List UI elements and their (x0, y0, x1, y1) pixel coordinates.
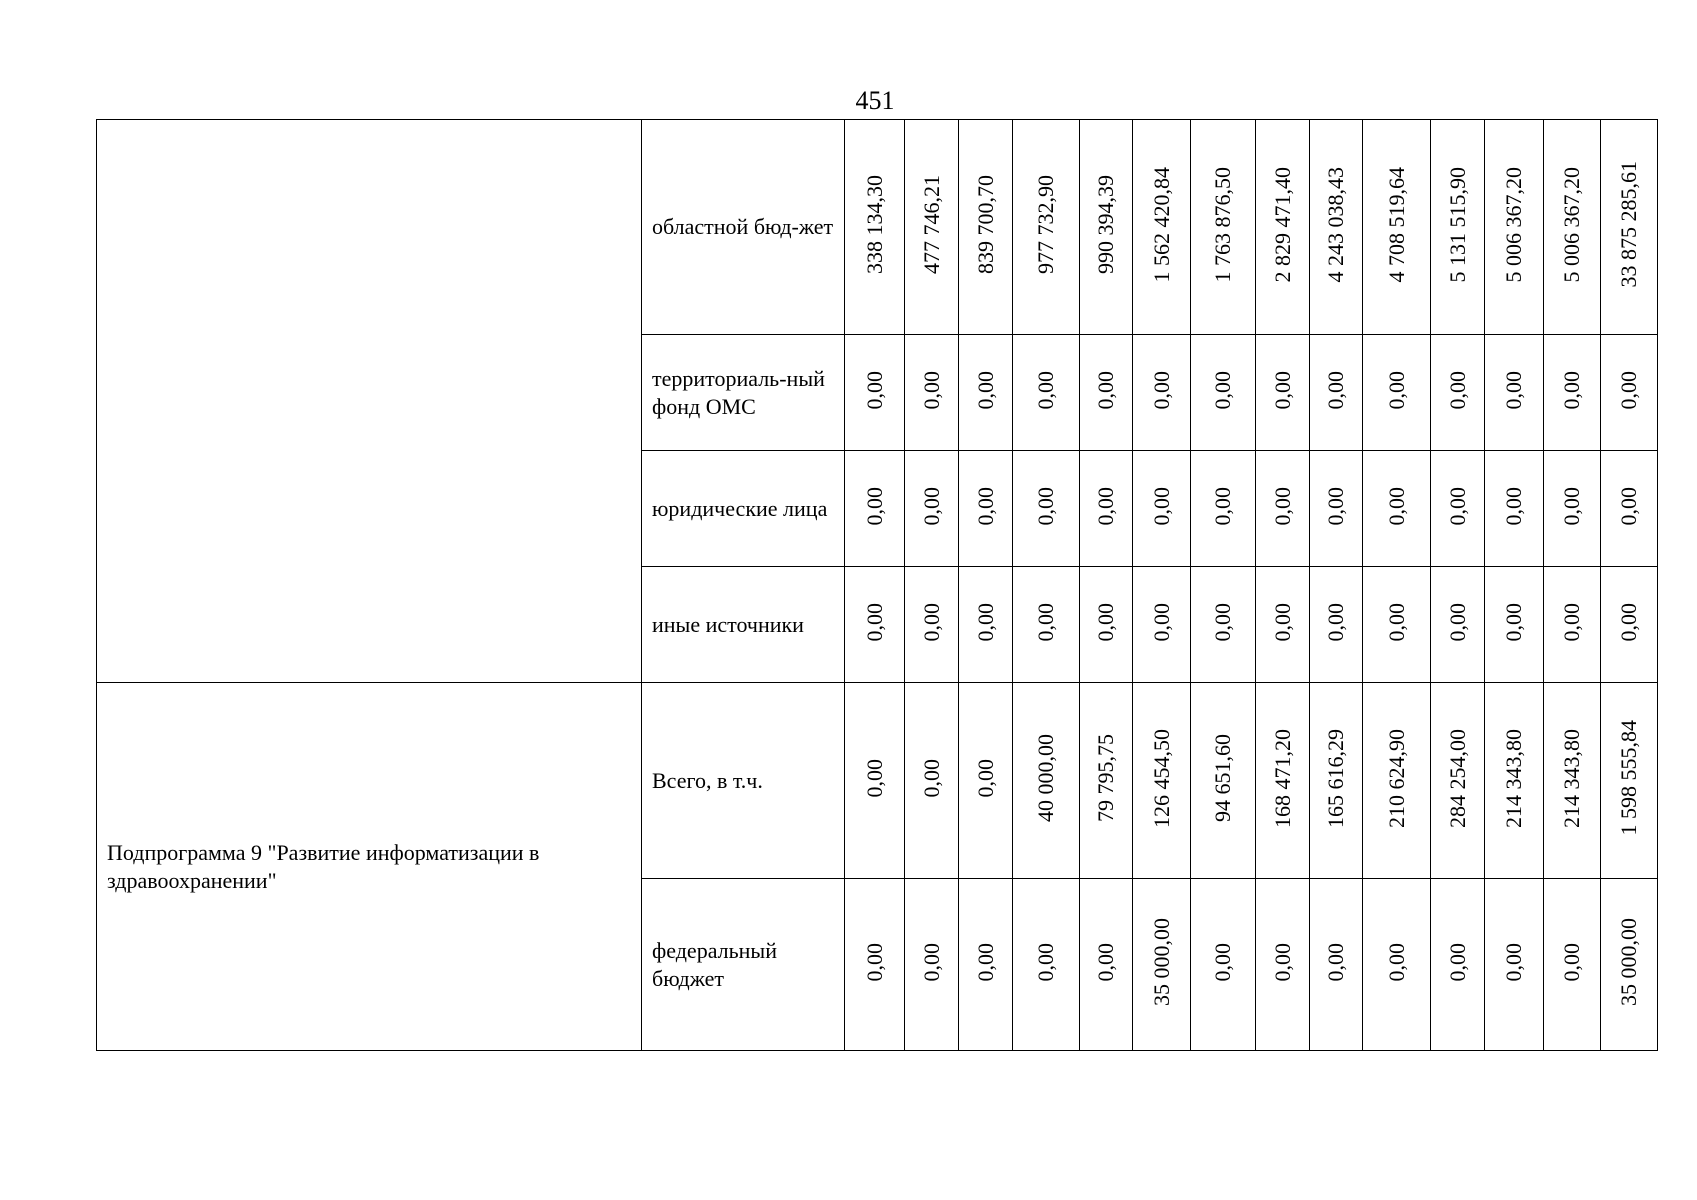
amount-cell (905, 879, 959, 1051)
amount-cell (1544, 120, 1601, 335)
amount-value: 0,00 (1093, 486, 1118, 526)
amount-cell (1310, 879, 1363, 1051)
amount-cell (1363, 879, 1431, 1051)
amount-value: 0,00 (1383, 486, 1409, 526)
amount-value: 0,00 (972, 370, 998, 410)
amount-cell (959, 879, 1013, 1051)
amount-value: 165 616,29 (1323, 728, 1348, 828)
amount-cell (1431, 335, 1485, 451)
amount-value: 0,00 (1033, 370, 1058, 410)
amount-value: 0,00 (1093, 370, 1118, 410)
amount-value: 0,00 (1501, 602, 1526, 642)
amount-value: 477 746,21 (918, 175, 944, 274)
amount-cell (905, 335, 959, 451)
amount-cell (1485, 683, 1544, 879)
amount-value: 0,00 (1093, 942, 1118, 982)
amount-value: 0,00 (1501, 370, 1526, 410)
amount-cell (1544, 451, 1601, 567)
program-name-cell (97, 120, 642, 683)
amount-value: 0,00 (1323, 942, 1348, 982)
amount-cell (1431, 879, 1485, 1051)
amount-cell (1013, 879, 1080, 1051)
amount-value: 0,00 (861, 486, 887, 526)
funding-source-cell: территориаль-ный фонд ОМС (642, 335, 845, 451)
amount-cell (1256, 335, 1310, 451)
amount-cell (1544, 879, 1601, 1051)
amount-value: 0,00 (1210, 486, 1235, 526)
amount-value: 0,00 (1559, 942, 1584, 982)
amount-cell (1431, 120, 1485, 335)
amount-value: 35 000,00 (1148, 918, 1174, 1006)
amount-cell (1191, 335, 1256, 451)
amount-cell (1191, 120, 1256, 335)
amount-value: 284 254,00 (1444, 728, 1470, 828)
amount-value: 126 454,50 (1148, 728, 1174, 828)
amount-value: 0,00 (1559, 486, 1584, 526)
amount-value: 0,00 (861, 758, 887, 798)
amount-cell (1485, 879, 1544, 1051)
amount-value: 168 471,20 (1269, 728, 1295, 828)
amount-value: 40 000,00 (1033, 734, 1058, 822)
amount-cell (1431, 451, 1485, 567)
amount-value: 2 829 471,40 (1269, 166, 1295, 283)
amount-cell (1133, 451, 1191, 567)
amount-value: 0,00 (918, 758, 944, 798)
amount-cell (1013, 683, 1080, 879)
amount-cell (1544, 683, 1601, 879)
amount-cell (1013, 567, 1080, 683)
amount-value: 0,00 (1323, 486, 1348, 526)
amount-value: 0,00 (1616, 370, 1641, 410)
amount-cell (1601, 567, 1658, 683)
amount-cell (959, 451, 1013, 567)
amount-cell (1191, 683, 1256, 879)
amount-cell (1544, 335, 1601, 451)
amount-value: 0,00 (1033, 486, 1058, 526)
funding-source-cell: федеральный бюджет (642, 879, 845, 1051)
amount-value: 0,00 (1269, 486, 1295, 526)
amount-value: 0,00 (861, 370, 887, 410)
amount-value: 0,00 (1559, 370, 1584, 410)
amount-value: 0,00 (861, 942, 887, 982)
amount-value: 0,00 (1148, 602, 1174, 642)
amount-value: 0,00 (1148, 486, 1174, 526)
amount-cell (905, 120, 959, 335)
page-number: 451 (855, 86, 895, 115)
amount-value: 1 562 420,84 (1148, 166, 1174, 283)
amount-cell (1485, 120, 1544, 335)
amount-value: 0,00 (1383, 602, 1409, 642)
amount-cell (1601, 335, 1658, 451)
amount-cell (1080, 567, 1133, 683)
amount-value: 5 131 515,90 (1444, 166, 1470, 283)
amount-value: 0,00 (1210, 942, 1235, 982)
amount-cell (1363, 120, 1431, 335)
amount-cell (959, 683, 1013, 879)
amount-value: 0,00 (972, 942, 998, 982)
amount-cell (905, 567, 959, 683)
amount-cell (845, 879, 905, 1051)
amount-value: 5 006 367,20 (1559, 166, 1584, 283)
amount-cell (1133, 567, 1191, 683)
amount-value: 0,00 (1444, 602, 1470, 642)
amount-cell (959, 120, 1013, 335)
amount-cell (1256, 879, 1310, 1051)
amount-cell (1363, 451, 1431, 567)
amount-value: 0,00 (1444, 942, 1470, 982)
amount-cell (959, 567, 1013, 683)
amount-value: 214 343,80 (1559, 728, 1584, 828)
amount-value: 0,00 (1501, 942, 1526, 982)
amount-value: 1 763 876,50 (1210, 166, 1235, 283)
amount-cell (1310, 335, 1363, 451)
amount-value: 0,00 (1323, 370, 1348, 410)
amount-cell (1013, 120, 1080, 335)
amount-value: 5 006 367,20 (1501, 166, 1526, 283)
amount-value: 0,00 (1383, 370, 1409, 410)
amount-cell (1363, 335, 1431, 451)
funding-source-cell: иные источники (642, 567, 845, 683)
table-row (97, 120, 1658, 335)
amount-value: 0,00 (1033, 602, 1058, 642)
amount-cell (1013, 335, 1080, 451)
amount-value: 0,00 (972, 602, 998, 642)
amount-value: 0,00 (1269, 602, 1295, 642)
amount-value: 0,00 (918, 486, 944, 526)
amount-cell (1601, 879, 1658, 1051)
amount-cell (845, 335, 905, 451)
amount-cell (1080, 120, 1133, 335)
amount-cell (1431, 567, 1485, 683)
amount-cell (845, 451, 905, 567)
amount-value: 0,00 (1033, 942, 1058, 982)
amount-cell (1013, 451, 1080, 567)
amount-value: 0,00 (972, 486, 998, 526)
amount-value: 0,00 (918, 370, 944, 410)
amount-value: 79 795,75 (1093, 734, 1118, 822)
funding-source-cell: Всего, в т.ч. (642, 683, 845, 879)
amount-value: 0,00 (1501, 486, 1526, 526)
amount-value: 35 000,00 (1616, 918, 1641, 1006)
amount-cell (1191, 879, 1256, 1051)
amount-value: 0,00 (1210, 370, 1235, 410)
amount-cell (1363, 683, 1431, 879)
amount-cell (1133, 879, 1191, 1051)
amount-cell (1256, 120, 1310, 335)
amount-cell (1485, 567, 1544, 683)
table-row (97, 683, 1658, 879)
amount-cell (845, 120, 905, 335)
amount-value: 0,00 (1269, 370, 1295, 410)
amount-cell (1191, 567, 1256, 683)
funding-source-cell: юридические лица (642, 451, 845, 567)
amount-value: 0,00 (918, 942, 944, 982)
amount-cell (1363, 567, 1431, 683)
amount-value: 839 700,70 (972, 175, 998, 274)
amount-value: 4 708 519,64 (1383, 166, 1409, 283)
amount-cell (1485, 335, 1544, 451)
amount-cell (1310, 567, 1363, 683)
amount-cell (1256, 683, 1310, 879)
amount-cell (1133, 120, 1191, 335)
amount-cell (1601, 683, 1658, 879)
amount-value: 33 875 285,61 (1616, 161, 1641, 288)
amount-value: 0,00 (1323, 602, 1348, 642)
amount-cell (1310, 120, 1363, 335)
funding-source-cell: областной бюд-жет (642, 120, 845, 335)
amount-value: 338 134,30 (861, 175, 887, 274)
amount-cell (1256, 451, 1310, 567)
amount-cell (1544, 567, 1601, 683)
amount-value: 0,00 (861, 602, 887, 642)
amount-cell (1080, 683, 1133, 879)
amount-value: 0,00 (1444, 370, 1470, 410)
amount-value: 0,00 (1616, 486, 1641, 526)
amount-value: 0,00 (918, 602, 944, 642)
amount-cell (1080, 335, 1133, 451)
amount-cell (959, 335, 1013, 451)
amount-cell (845, 567, 905, 683)
amount-value: 990 394,39 (1093, 175, 1118, 274)
amount-cell (1485, 451, 1544, 567)
amount-cell (845, 683, 905, 879)
program-name-cell: Подпрограмма 9 "Развитие информатизации в здравоохранении" (97, 683, 642, 1051)
amount-cell (1191, 451, 1256, 567)
amount-cell (1310, 451, 1363, 567)
amount-value: 94 651,60 (1210, 734, 1235, 822)
amount-cell (1310, 683, 1363, 879)
budget-table (96, 119, 1658, 1051)
amount-value: 0,00 (1559, 602, 1584, 642)
amount-cell (1080, 879, 1133, 1051)
amount-value: 210 624,90 (1383, 728, 1409, 828)
amount-value: 1 598 555,84 (1616, 720, 1641, 836)
amount-value: 0,00 (1210, 602, 1235, 642)
amount-value: 214 343,80 (1501, 728, 1526, 828)
amount-cell (1133, 683, 1191, 879)
amount-value: 977 732,90 (1033, 175, 1058, 274)
amount-cell (1080, 451, 1133, 567)
amount-cell (1601, 120, 1658, 335)
amount-value: 4 243 038,43 (1323, 166, 1348, 283)
amount-cell (1256, 567, 1310, 683)
amount-value: 0,00 (1444, 486, 1470, 526)
amount-cell (1601, 451, 1658, 567)
amount-value: 0,00 (1148, 370, 1174, 410)
amount-value: 0,00 (1383, 942, 1409, 982)
amount-cell (905, 683, 959, 879)
amount-cell (905, 451, 959, 567)
amount-value: 0,00 (1616, 602, 1641, 642)
amount-value: 0,00 (1093, 602, 1118, 642)
amount-value: 0,00 (972, 758, 998, 798)
amount-cell (1133, 335, 1191, 451)
amount-value: 0,00 (1269, 942, 1295, 982)
amount-cell (1431, 683, 1485, 879)
